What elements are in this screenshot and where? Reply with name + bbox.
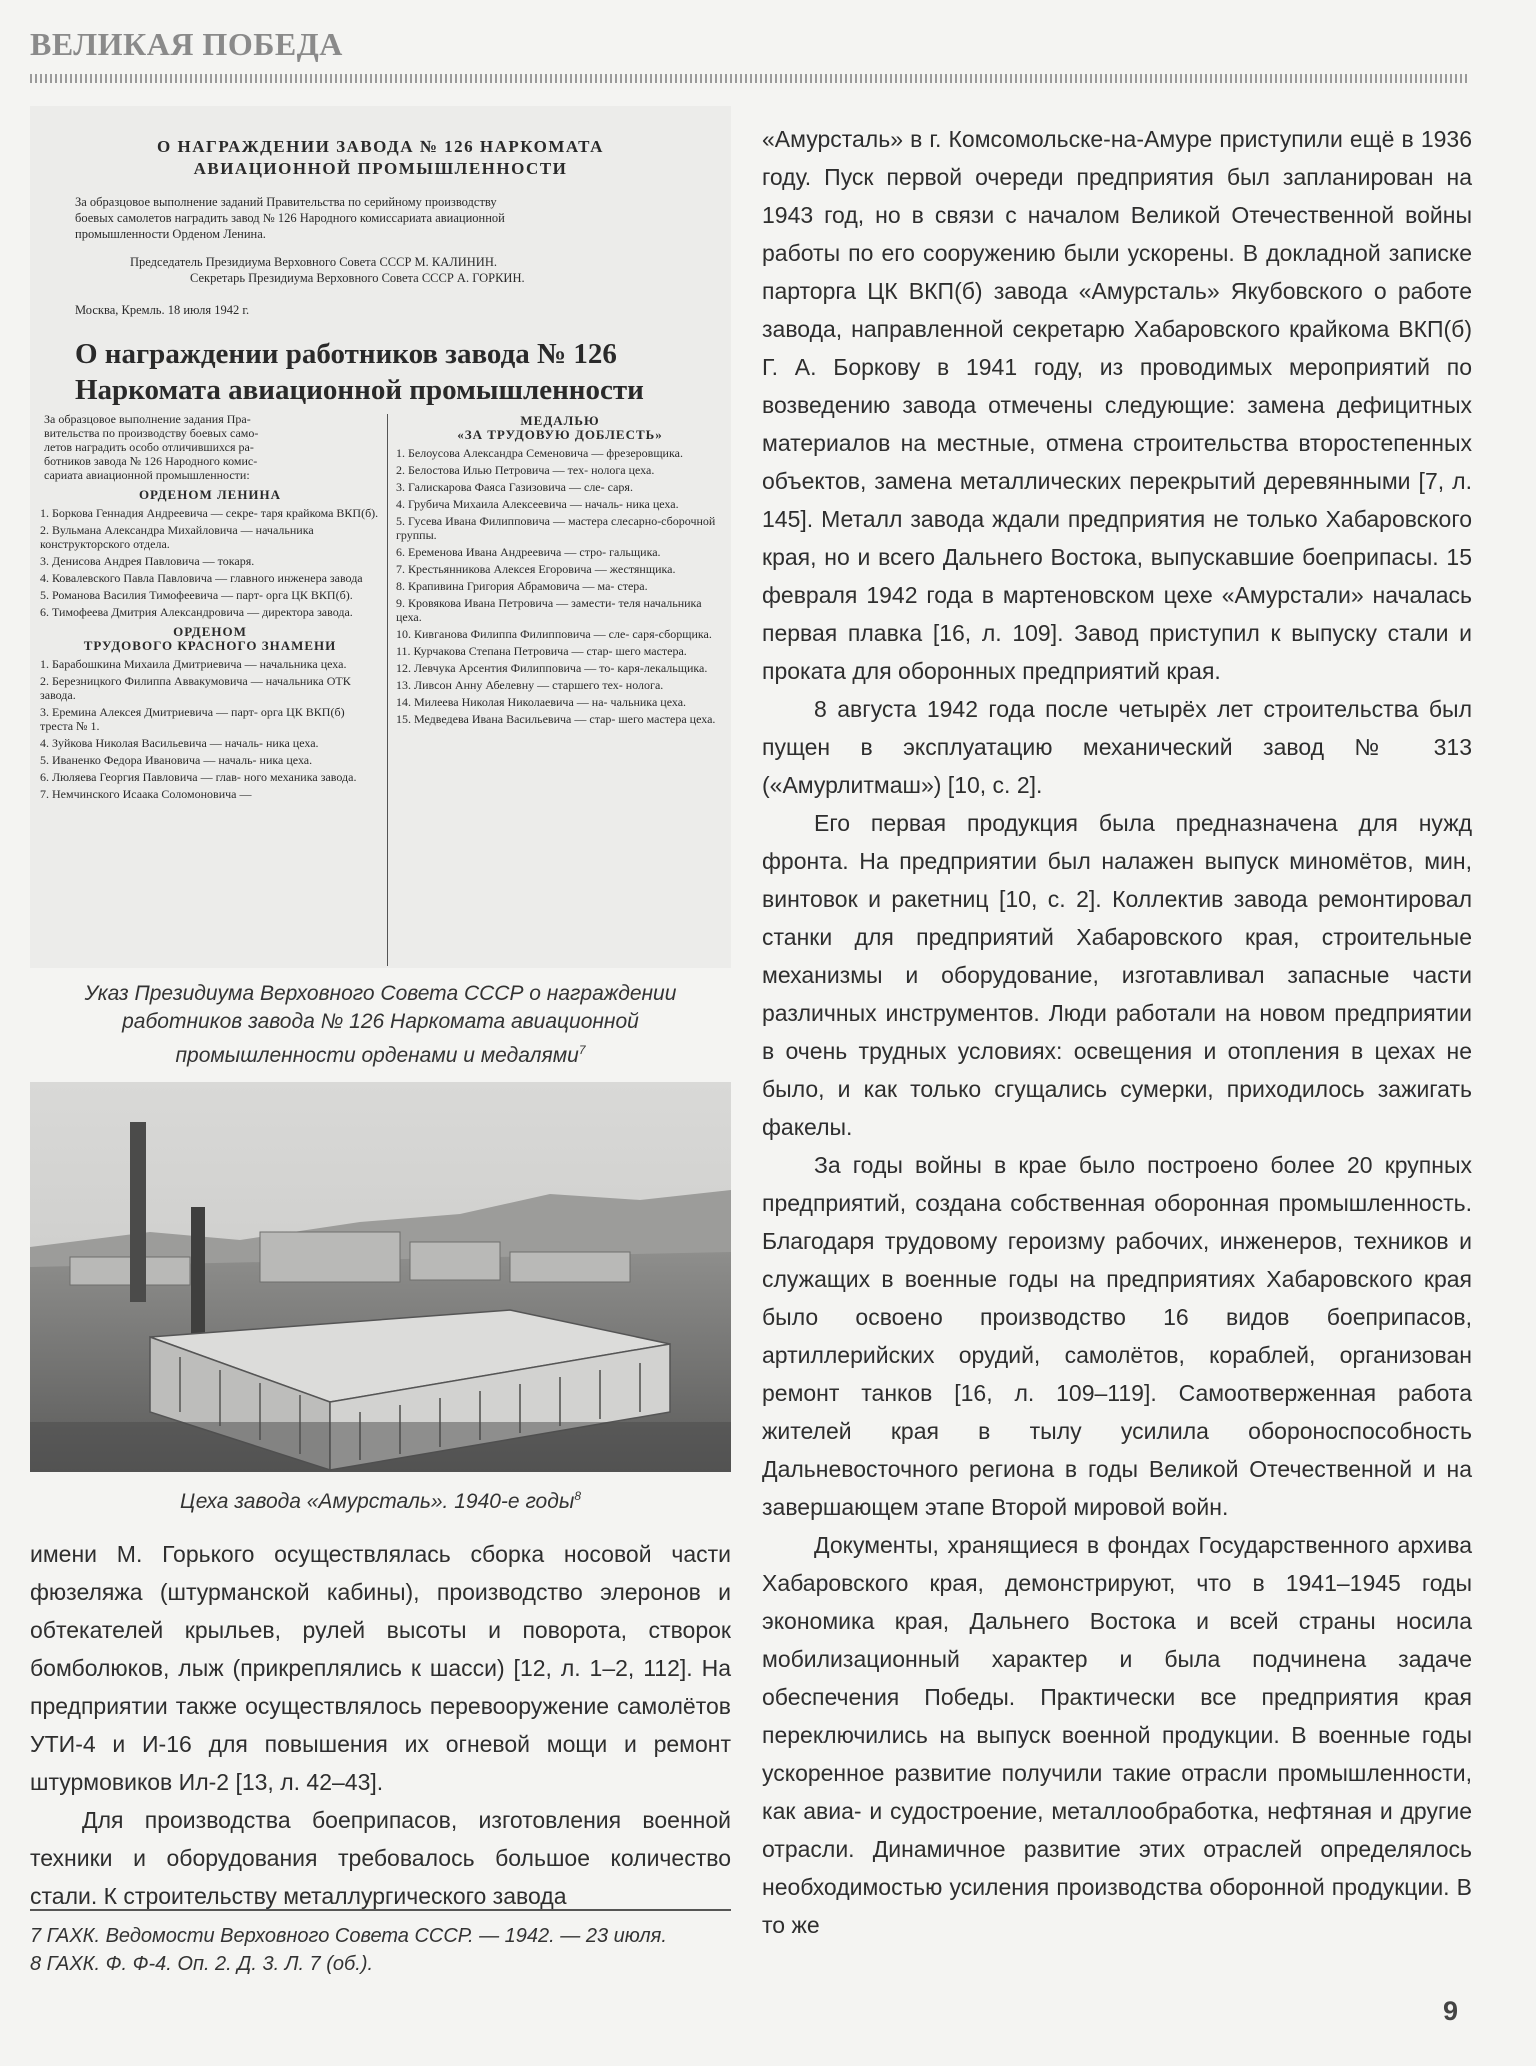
factory-photo bbox=[30, 1082, 731, 1472]
award-item: 6. Еременова Ивана Андреевича — стро- гальщика. bbox=[396, 545, 661, 559]
section-title: ВЕЛИКАЯ ПОБЕДА bbox=[30, 26, 343, 62]
heading-line: ТРУДОВОГО КРАСНОГО ЗНАМЕНИ bbox=[83, 638, 337, 653]
award-item: 8. Крапивина Григория Абрамовича — ма- стера. bbox=[396, 579, 648, 593]
award-item: 3. Денисова Андрея Павловича — токаря. bbox=[40, 554, 255, 568]
clipping-place-date: Москва, Кремль. 18 июля 1942 г. bbox=[75, 303, 250, 317]
left-column-text bbox=[30, 1535, 731, 1915]
paragraph: Документы, хранящиеся в фондах Государственного архива Хабаровского края, демонстрируют, что в 1941–1945 годы экономика края, Дальнего Востока и всей страны носила мобилизационный характер и была подчинена задаче обеспечения Победы. Практически все предприятия края переключились на выпуск военной продукции. В военные годы ускоренное развитие получили такие отрасли промышленности, как авиа- и судостроение, металлообработка, нефтяная и другие отрасли. Динамичное развитие этих отраслей определялось необходимостью усиления производства оборонной продукции. В то же bbox=[762, 1532, 1472, 1938]
award-item: 10. Кивганова Филиппа Филипповича — сле- саря-сборщика. bbox=[396, 627, 712, 641]
paragraph: «Амурсталь» в г. Комсомольске-на-Амуре приступили ещё в 1936 году. Пуск первой очереди предприятия был запланирован на 1943 год, но в связи с началом Великой Отечественной войны работы по его сооружению были ускорены. В докладной записке парторга ЦК ВКП(б) завода «Амурсталь» Якубовского о работе завода, направленной секретарю Хабаровского крайкома ВКП(б) Г. А. Боркову в 1941 году, из проводимых мероприятий по возведению завода отмечены следующие: замена дефицитных материалов на местные, отмена строительства второстепенных объектов, замена металлических перекрытий деревянными [7, л. 145]. Металл завода ждали предприятия не только Хабаровского края, но и всего Дальнего Востока, выпускавшие боеприпасы. 15 февраля 1942 года в мартеновском цехе «Амурстали» началась первая плавка [16, л. 109]. Завод приступил к выпуску стали и проката для оборонных предприятий края. bbox=[762, 126, 1472, 684]
paragraph: имени М. Горького осуществлялась сборка носовой части фюзеляжа (штурманской кабины), производство элеронов и обтекателей крыльев, рулей высоты и поворота, створок бомболюков, лыж (прикреплялись к шасси) [12, л. 1–2, 112]. На предприятии также осуществлялось перевооружение самолётов УТИ-4 и И-16 для повышения их огневой мощи и ремонт штурмовиков Ил-2 [13, л. 42–43]. bbox=[30, 1541, 731, 1795]
intro-line: сариата авиационной промышленности: bbox=[44, 468, 250, 482]
award-item: 2. Белостова Илью Петровича — тех- нолога цеха. bbox=[396, 463, 655, 477]
award-item: 14. Милеева Николая Николаевича — на- чальника цеха. bbox=[396, 695, 687, 709]
intro-line: летов наградить особо отличившихся ра- bbox=[44, 440, 254, 454]
decree-line: промышленности Орденом Ленина. bbox=[75, 227, 266, 241]
clipping-title-line: АВИАЦИОННОЙ ПРОМЫШЛЕННОСТИ bbox=[193, 159, 568, 178]
paragraph: Для производства боеприпасов, изготовления военной техники и оборудования требовалось большое количество стали. К строительству металлургического завода bbox=[30, 1807, 731, 1909]
award-item: 9. Кровякова Ивана Петровича — замести- теля начальника цеха. bbox=[396, 596, 702, 624]
signature-line: Секретарь Президиума Верховного Совета СССР А. ГОРКИН. bbox=[190, 271, 525, 285]
award-item: 3. Галискарова Фаяса Газизовича — сле- саря. bbox=[396, 480, 633, 494]
clipping-intro bbox=[40, 412, 380, 482]
subtitle-line: О награждении работников завода № 126 bbox=[75, 338, 617, 370]
intro-line: ботников завода № 126 Народного комис- bbox=[44, 454, 258, 468]
clipping-title-line: О НАГРАЖДЕНИИ ЗАВОДА № 126 НАРКОМАТА bbox=[157, 137, 604, 156]
award-item: 1. Барабошкина Михаила Дмитриевича — начальника цеха. bbox=[40, 657, 347, 671]
clipping-decree bbox=[75, 194, 695, 242]
footnote-mark: 7 bbox=[578, 1043, 586, 1057]
subtitle-line: Наркомата авиационной промышленности bbox=[75, 374, 644, 406]
decree-line: За образцовое выполнение заданий Правительства по серийному производству bbox=[75, 195, 497, 209]
order-lenin-heading: ОРДЕНОМ ЛЕНИНА bbox=[138, 487, 282, 502]
award-item: 1. Боркова Геннадия Андреевича — секре- таря крайкома ВКП(б). bbox=[40, 506, 379, 520]
award-item: 7. Немчинского Исаака Соломоновича — bbox=[40, 787, 252, 801]
footnote-mark: 8 bbox=[574, 1489, 581, 1503]
footnotes bbox=[30, 1922, 731, 1978]
award-item: 3. Еремина Алексея Дмитриевича — парт- орга ЦК ВКП(б) треста № 1. bbox=[40, 705, 345, 733]
caption-line: работников завода № 126 Наркомата авиационной bbox=[122, 1010, 639, 1033]
award-item: 13. Ливсон Анну Абелевну — старшего тех- нолога. bbox=[396, 678, 664, 692]
caption-line: Указ Президиума Верховного Совета СССР о награждении bbox=[84, 982, 677, 1005]
decree-line: боевых самолетов наградить завод № 126 Народного комиссариата авиационной bbox=[75, 211, 505, 225]
page-number: 9 bbox=[1443, 1996, 1459, 2026]
right-column-text bbox=[762, 120, 1472, 1944]
award-item: 15. Медведева Ивана Васильевича — стар- шего мастера цеха. bbox=[396, 712, 716, 726]
award-item: 1. Белоусова Александра Семеновича — фрезеровщика. bbox=[396, 446, 683, 460]
clipping-subtitle bbox=[75, 336, 644, 408]
award-item: 2. Вульмана Александра Михайловича — начальника конструкторского отдела. bbox=[40, 523, 314, 551]
factory-photo-drawing bbox=[30, 1082, 731, 1472]
heading-line: МЕДАЛЬЮ bbox=[520, 413, 600, 428]
newspaper-clipping-image bbox=[30, 106, 731, 968]
medal-heading bbox=[396, 414, 724, 442]
order-banner-heading bbox=[40, 625, 380, 653]
award-item: 5. Гусева Ивана Филипповича — мастера слесарно-сборочной группы. bbox=[396, 514, 716, 542]
caption-line-text: промышленности орденами и медалями bbox=[175, 1044, 579, 1067]
award-item: 12. Левчука Арсентия Филипповича — то- каря-лекальщика. bbox=[396, 661, 708, 675]
clipping-left-column bbox=[40, 412, 380, 804]
heading-line: «ЗА ТРУДОВУЮ ДОБЛЕСТЬ» bbox=[457, 427, 663, 442]
signature-line: Председатель Президиума Верховного Совета СССР М. КАЛИНИН. bbox=[130, 255, 497, 269]
award-item: 6. Люляева Георгия Павловича — глав- ного механика завода. bbox=[40, 770, 357, 784]
paragraph: За годы войны в крае было построено более 20 крупных предприятий, создана собственная оборонная промышленность. Благодаря трудовому героизму рабочих, инженеров, техников и служащих в военные годы на предприятиях Хабаровского края было освоено производство 16 видов боеприпасов, артиллерийских орудий, самолётов, кораблей, организован ремонт танков [16, л. 109–119]. Самоотверженная работа жителей края в тылу усилила обороноспособность Дальневосточного региона в годы Великой Отечественной и на завершающем этапе Второй мировой войн. bbox=[762, 1152, 1472, 1520]
heading-line: ОРДЕНОМ bbox=[173, 624, 247, 639]
column-divider bbox=[387, 414, 388, 966]
header-rule bbox=[30, 74, 1470, 83]
intro-line: вительства по производству боевых само- bbox=[44, 426, 259, 440]
award-item: 4. Зуйкова Николая Васильевича — началь- ника цеха. bbox=[40, 736, 319, 750]
award-item: 6. Тимофеева Дмитрия Александровича — директора завода. bbox=[40, 605, 353, 619]
award-item: 2. Березницкого Филиппа Аввакумовича — начальника ОТК завода. bbox=[40, 674, 351, 702]
clipping-caption bbox=[30, 980, 731, 1070]
award-item: 4. Ковалевского Павла Павловича — главного инженера завода bbox=[40, 571, 363, 585]
paragraph: Его первая продукция была предназначена для нужд фронта. На предприятии был налажен выпуск миномётов, мин, винтовок и ракетниц [10, с. 2]. Коллектив завода ремонтировал станки для предприятий Хабаровского края, строительные механизмы и оборудование, изготавливал запасные части различных инструментов. Люди работали на новом предприятии в очень трудных условиях: освещения и отопления в цехах не было, и как только сгущались сумерки, приходилось зажигать факелы. bbox=[762, 810, 1472, 1140]
clipping-right-column bbox=[396, 412, 724, 729]
photo-caption bbox=[30, 1482, 731, 1516]
award-item: 5. Романова Василия Тимофеевича — парт- орга ЦК ВКП(б). bbox=[40, 588, 353, 602]
award-item: 4. Грубича Михаила Алексеевича — началь- ника цеха. bbox=[396, 497, 679, 511]
award-item: 5. Иваненко Федора Ивановича — началь- ника цеха. bbox=[40, 753, 313, 767]
paragraph: 8 августа 1942 года после четырёх лет строительства был пущен в эксплуатацию механический завод № 313 («Амурлитмаш») [10, с. 2]. bbox=[762, 696, 1472, 798]
clipping-signatures bbox=[130, 254, 730, 286]
footnote: 7 ГАХК. Ведомости Верховного Совета СССР. — 1942. — 23 июля. bbox=[30, 1925, 667, 1947]
award-item: 11. Курчакова Степана Петровича — стар- шего мастера. bbox=[396, 644, 687, 658]
caption-line bbox=[30, 1036, 731, 1070]
photo-caption-text: Цеха завода «Амурсталь». 1940-е годы bbox=[179, 1490, 575, 1513]
award-item: 7. Крестьянникова Алексея Егоровича — жестянщика. bbox=[396, 562, 676, 576]
footnote: 8 ГАХК. Ф. Ф-4. Оп. 2. Д. 3. Л. 7 (об.). bbox=[30, 1953, 374, 1975]
footnote-rule bbox=[30, 1909, 731, 1911]
intro-line: За образцовое выполнение задания Пра- bbox=[44, 412, 251, 426]
